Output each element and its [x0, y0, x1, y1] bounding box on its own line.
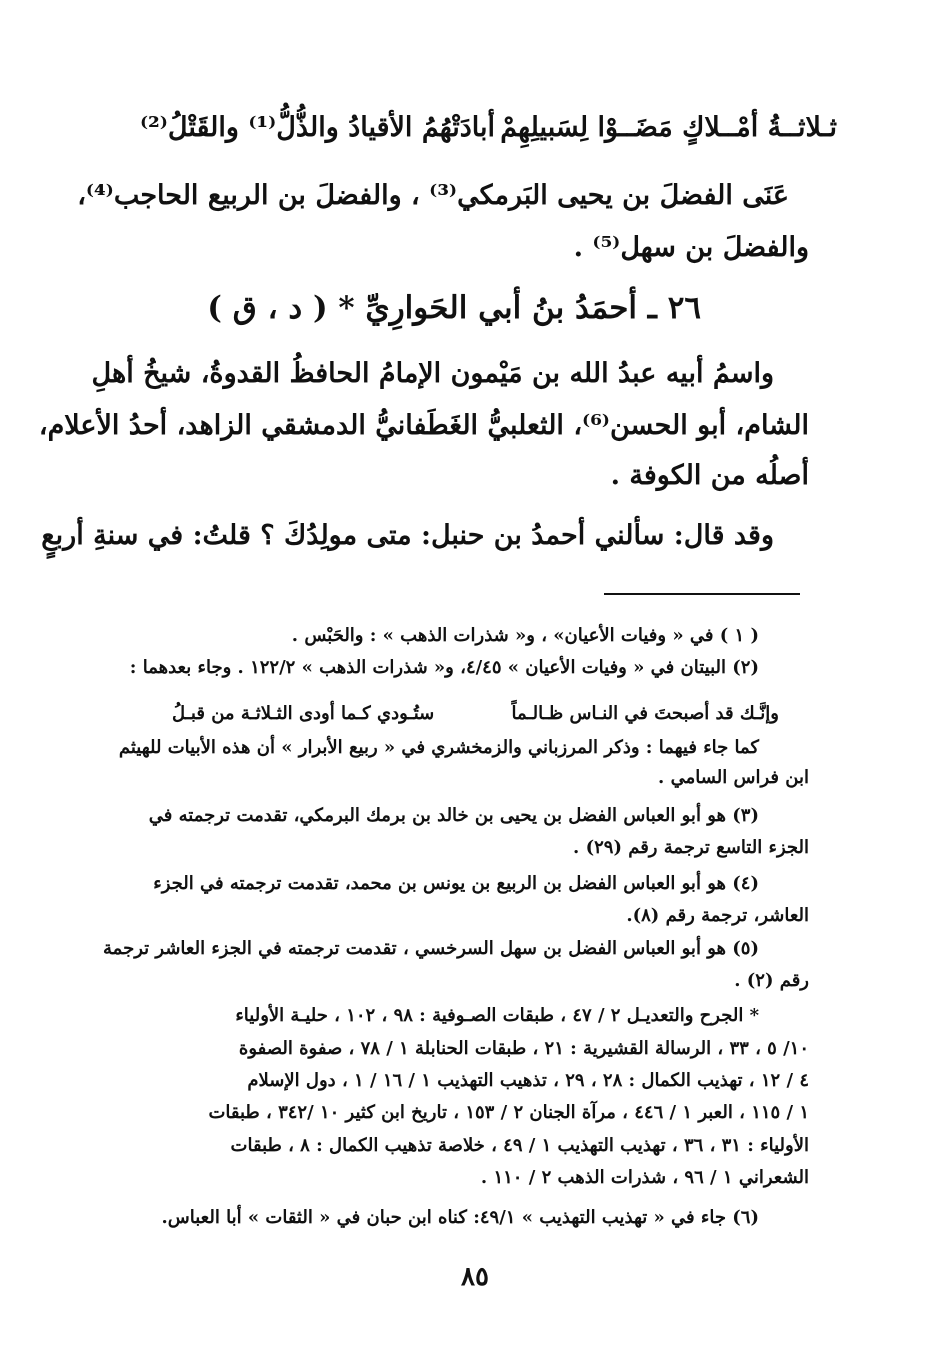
footnote: كما جاء فيهما : وذكر المرزباني والزمخشري في « ربيع الأبرار » أن هذه الأبيات للهيثم — [118, 737, 759, 758]
body-line: والفضلَ بن سهل⁽⁵⁾ . — [573, 232, 809, 263]
sources-line: ٤ / ١٢ ، تهذيب الكمال : ٢٨ ، ٢٩ ، تذهيب التهذيب ١ / ١٦ / ١ ، دول الإسلام — [247, 1070, 809, 1091]
footnote: العاشر، ترجمة رقم (٨). — [626, 905, 809, 926]
footnote: (٢) البيتان في « وفيات الأعيان » ٤/٤٥، و« شذرات الذهب » ١٢٢/٢ . وجاء بعدهما : — [129, 657, 759, 678]
body-line: عَنَى الفضلَ بن يحيى البَرمكي⁽³⁾ ، والفضلَ بن الربيع الحاجب⁽⁴⁾، — [77, 180, 789, 211]
footnote: (٦) جاء في « تهذيب التهذيب » ٤٩/١: كناه ابن حبان في « الثقات » أبا العباس. — [161, 1207, 759, 1228]
footnote-verse-second-hemistich: وإنَّـك قد أصبحتَ في النـاس ظـالـماً — [511, 703, 779, 724]
sources-line: * الجرح والتعديـل ٢ / ٤٧ ، طبقات الصـوفية : ٩٨ ، ١٠٢ ، حليـة الأولياء — [235, 1005, 759, 1026]
body-line: أصلُه من الكوفة . — [610, 460, 809, 491]
sources-line: الأولياء : ٣١ ، ٣٦ ، تهذيب التهذيب ١ / ٤٩ ، خلاصة تذهيب الكمال : ٨ ، طبقات — [230, 1135, 809, 1156]
footnote-verse-first-hemistich: ستُـودي كـما أودى الثـلاثـة من قبـلُ — [172, 703, 435, 724]
sources-line: الشعراني ١ / ٩٦ ، شذرات الذهب ٢ / ١١٠ . — [480, 1167, 809, 1188]
footnote: (٤) هو أبو العباس الفضل بن الربيع بن يونس بن محمد، تقدمت ترجمته في الجزء — [153, 873, 759, 894]
footnote: (٣) هو أبو العباس الفضل بن يحيى بن خالد بن برمك البرمكي، تقدمت ترجمته في — [148, 805, 759, 826]
verse-second-hemistich: ثـلاثــةُ أمْــلاكٍ مَضَــوْا لِسَبيلِهِمْ — [500, 112, 837, 143]
body-line: وقد قال: سألني أحمدُ بن حنبل: متى مولِدُكَ ؟ قلتُ: في سنةِ أربعٍ — [41, 520, 774, 551]
verse-first-hemistich: أبادَتْهُمُ الأقيادُ والذُّلُّ⁽¹⁾ والقَتْلُ⁽²⁾ — [140, 112, 496, 143]
footnote: (٥) هو أبو العباس الفضل بن سهل السرخسي ، تقدمت ترجمته في الجزء العاشر ترجمة — [103, 938, 759, 959]
sources-line: ١ / ١١٥ ، العبر ١ / ٤٤٦ ، مرآة الجنان ٢ / ١٥٣ ، تاريخ ابن كثير ١٠ /٣٤٢ ، طبقات — [208, 1102, 809, 1123]
footnote: ( ١ ) في « وفيات الأعيان» ، و« شذرات الذهب » : والحَبْس . — [291, 625, 759, 646]
footnote: ابن فراس السامي . — [658, 767, 809, 788]
page-number: ٨٥ — [461, 1262, 489, 1292]
footnote: رقم (٢) . — [734, 970, 809, 991]
body-line: واسمُ أبيه عبدُ الله بن مَيْمون الإمامُ الحافظُ القدوةُ، شيخُ أهلِ — [91, 358, 774, 389]
sources-line: ١٠/ ٥ ، ٣٣ ، الرسالة القشيرية : ٢١ ، طبقات الحنابلة ١ / ٧٨ ، صفوة الصفوة — [238, 1038, 809, 1059]
entry-heading: ٢٦ ـ أحمَدُ بنُ أبي الحَوارِيِّ * ( د ، ق ) — [207, 290, 701, 326]
footnote: الجزء التاسع ترجمة رقم (٢٩) . — [573, 837, 809, 858]
footnote-separator — [604, 593, 800, 595]
body-line: الشام، أبو الحسن⁽⁶⁾، الثعلبيُّ الغَطَفانيُّ الدمشقي الزاهد، أحدُ الأعلام، — [38, 410, 809, 441]
